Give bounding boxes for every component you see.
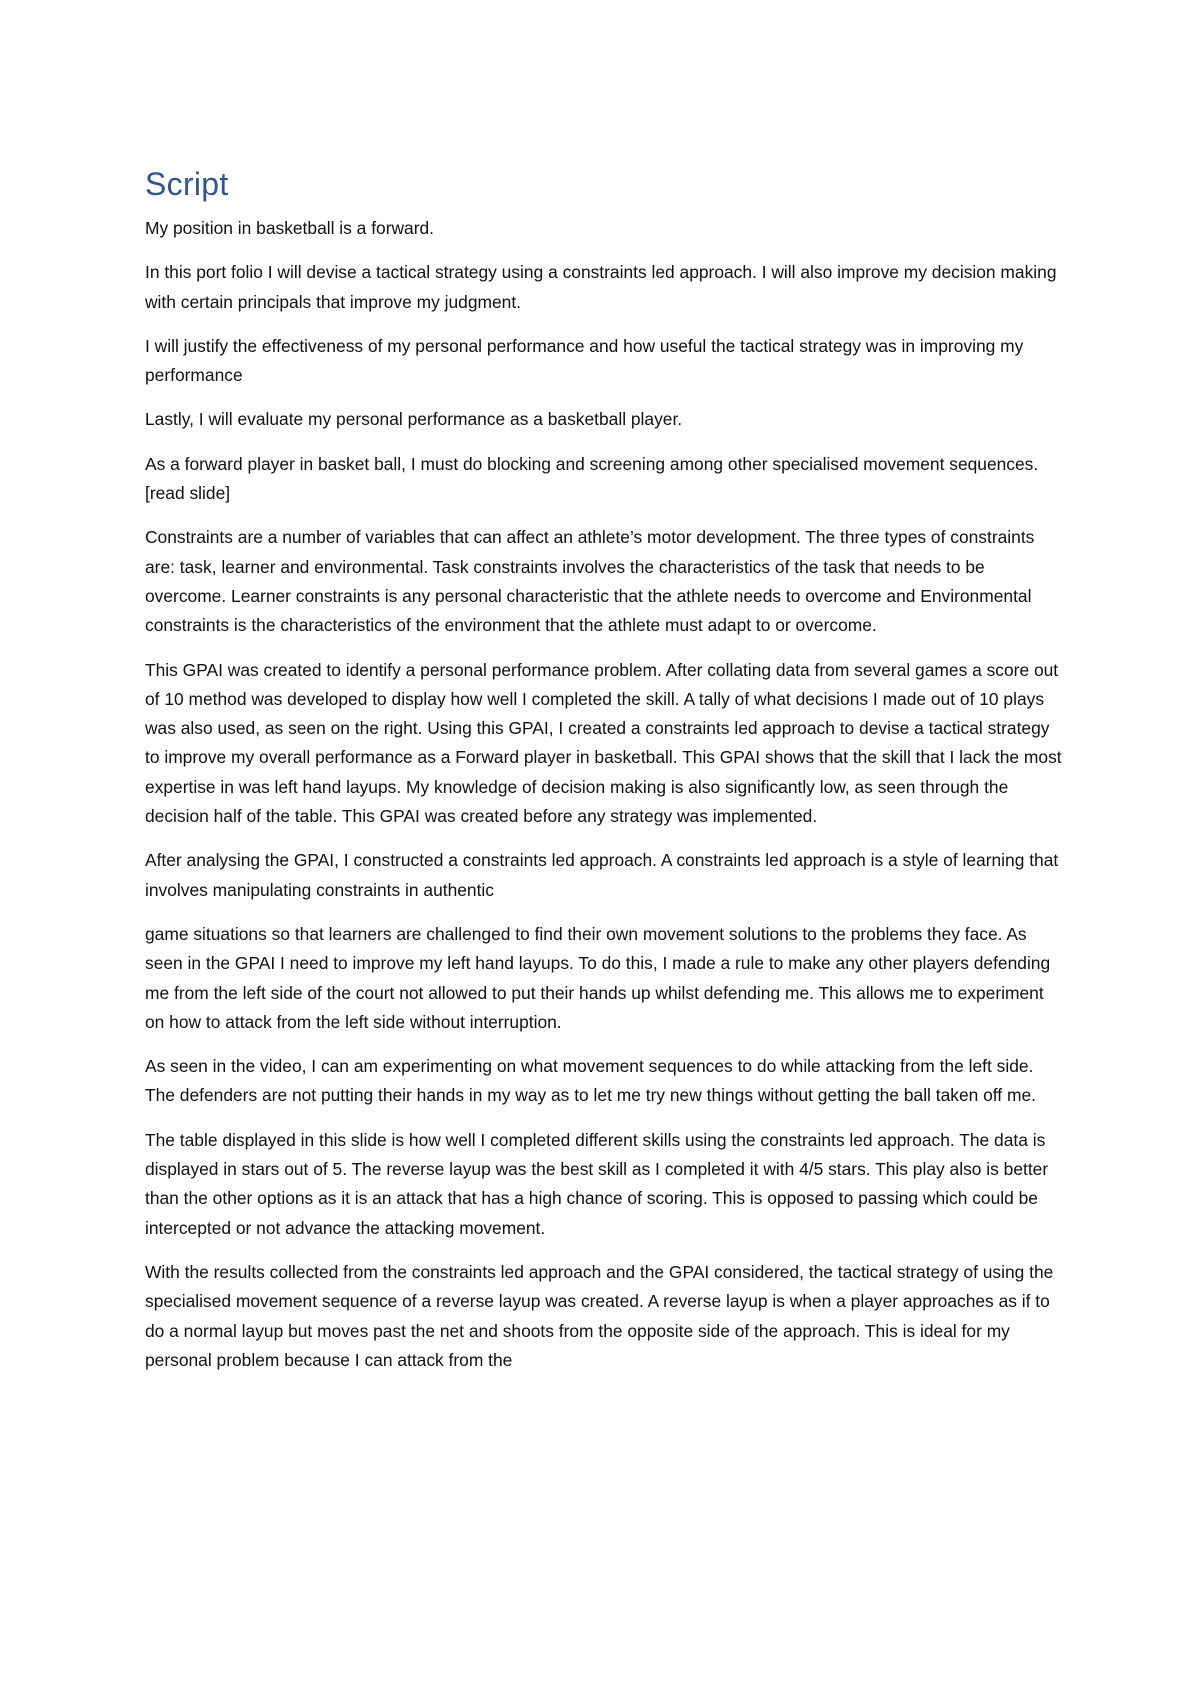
paragraph-position: My position in basketball is a forward. — [145, 218, 435, 238]
document-heading: Script — [145, 166, 229, 202]
paragraph-cla-rule: game situations so that learners are challenged to find their own movement solutions to the problems they face. As seen in the GPAI I need to improve my left hand layups. To do this, I made a rule to make any other players defending me from the left side of the court not allowed to put their hands up whilst defending me. This allows me to experiment on how to attack from the left side without interruption. — [145, 923, 1051, 1032]
document-body — [145, 168, 1065, 1390]
paragraph-tactical-strategy: With the results collected from the constraints led approach and the GPAI considered, the tactical strategy of using the specialised movement sequence of a reverse layup was created. A reverse layup is when a player approaches as if to do a normal layup but moves past the net and shoots from the opposite side of the approach. This is ideal for my personal problem because I can attack from the — [145, 1261, 1054, 1370]
paragraph-intro: In this port folio I will devise a tactical strategy using a constraints led approach. I will also improve my decision making with certain principals that improve my judgment. — [145, 262, 1057, 312]
paragraph-constraints: Constraints are a number of variables that can affect an athlete’s motor development. The three types of constraints are: task, learner and environmental. Task constraints involves the characteristics of the task that needs to be overcome. Learner constraints is any personal characteristic that the athlete needs to overcome and Environmental constraints is the characteristics of the environment that the athlete must adapt to or overcome. — [145, 527, 1035, 636]
paragraph-results-table: The table displayed in this slide is how well I completed different skills using the constraints led approach. The data is displayed in stars out of 5. The reverse layup was the best skill as I completed it with 4/5 stars. This play also is better than the other options as it is an attack that has a high chance of scoring. This is opposed to passing which could be intercepted or not advance the attacking movement. — [145, 1129, 1049, 1238]
paragraph-forward-role: As a forward player in basket ball, I must do blocking and screening among other specialised movement sequences. [read slide] — [145, 453, 1039, 504]
paragraph-cla-intro: After analysing the GPAI, I constructed a constraints led approach. A constraints led approach is a style of learning that involves manipulating constraints in authentic — [145, 850, 1059, 900]
paragraph-justify: I will justify the effectiveness of my personal performance and how useful the tactical strategy was in improving my performance — [145, 335, 1024, 386]
paragraph-video: As seen in the video, I can am experimenting on what movement sequences to do while attacking from the left side. The defenders are not putting their hands in my way as to let me try new things without getting the ball taken off me. — [145, 1056, 1036, 1106]
paragraph-gpai: This GPAI was created to identify a personal performance problem. After collating data from several games a score out of 10 method was developed to display how well I completed the skill. A tally of what decisions I made out of 10 plays was also used, as seen on the right. Using this GPAI, I created a constraints led approach to devise a tactical strategy to improve my overall performance as a Forward player in basketball. This GPAI shows that the skill that I lack the most expertise in was left hand layups. My knowledge of decision making is also significantly low, as seen through the decision half of the table. This GPAI was created before any strategy was implemented. — [145, 659, 1062, 827]
paragraph-evaluate: Lastly, I will evaluate my personal performance as a basketball player. — [145, 409, 683, 430]
